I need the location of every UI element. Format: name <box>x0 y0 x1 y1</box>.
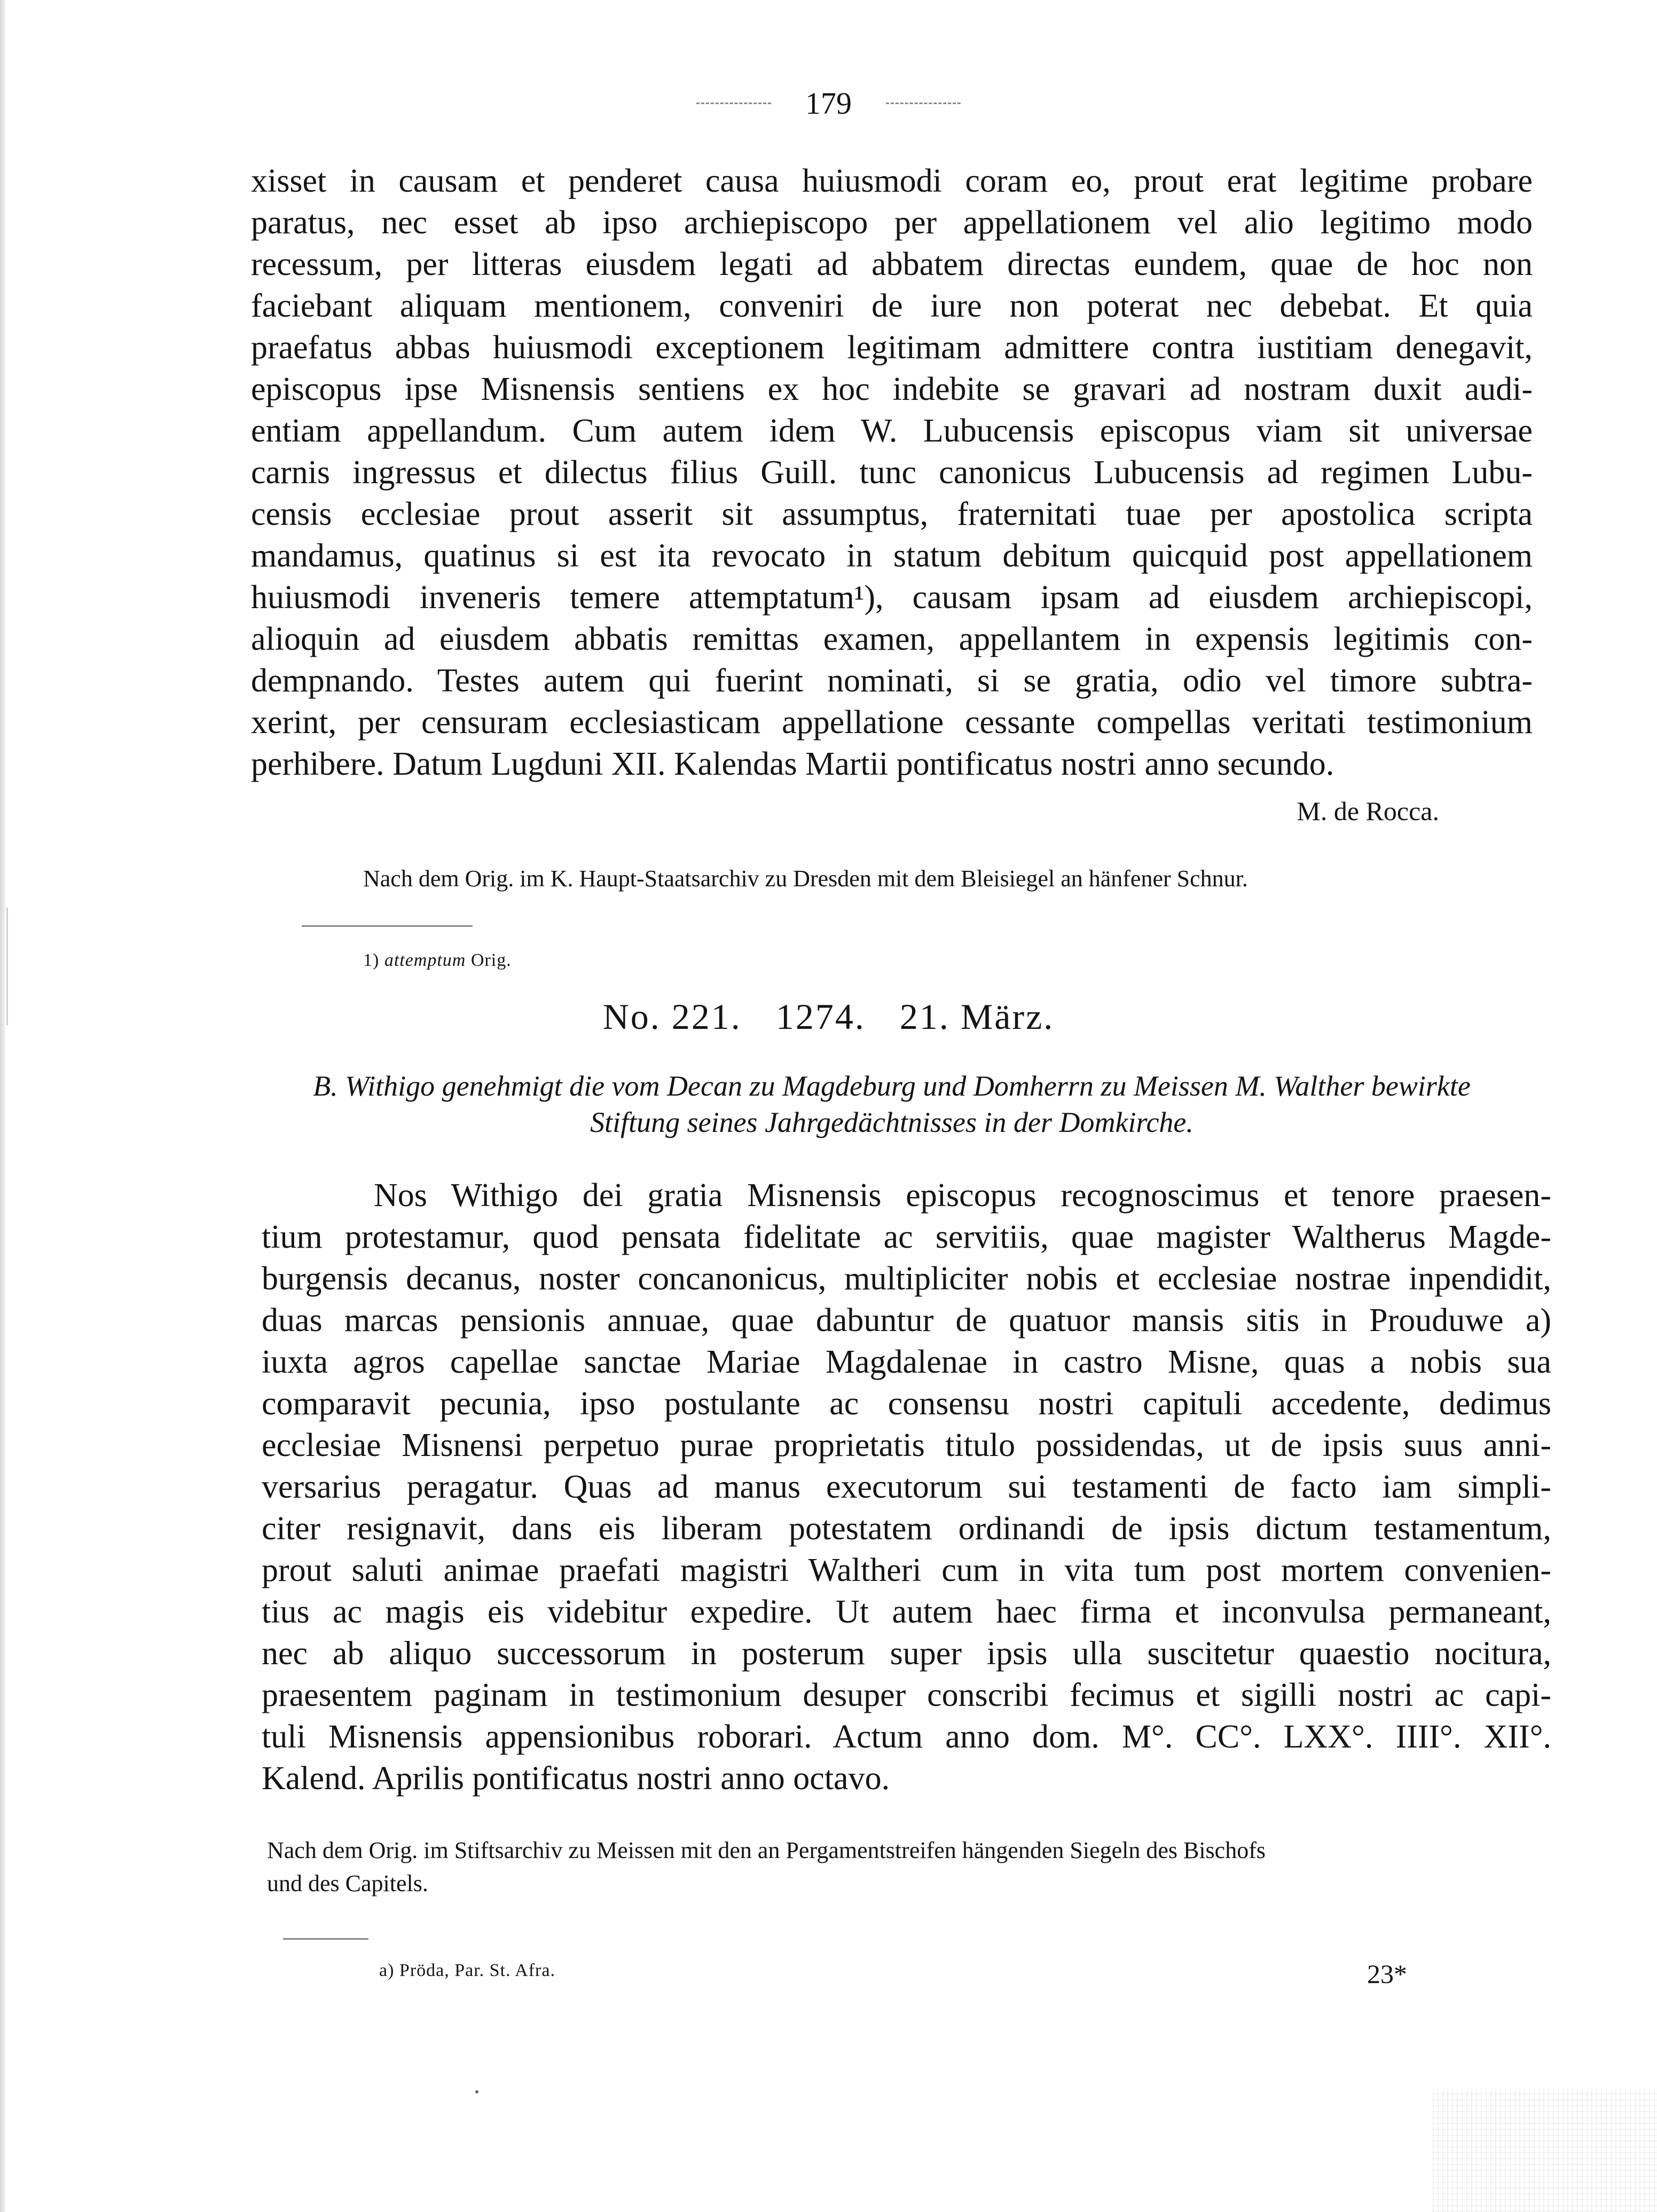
text-line: Kalend. Aprilis pontificatus nostri anno octavo. <box>262 1760 890 1797</box>
text-line: paratus, nec esset ab ipso archiepiscopo per appellationem vel alio legitimo modo <box>251 204 1533 241</box>
text-line: alioquin ad eiusdem abbatis remittas examen, appellantem in expensis legitimis con- <box>251 621 1533 657</box>
charter-date: 21. März. <box>899 996 1055 1037</box>
text-line: recessum, per litteras eiusdem legati ad abbatem directas eundem, quae de hoc non <box>251 246 1533 282</box>
text-line: iuxta agros capellae sanctae Mariae Magdalenae in castro Misne, quas a nobis sua <box>262 1344 1551 1380</box>
text-line: xisset in causam et penderet causa huiusmodi coram eo, prout erat legitime probare <box>251 163 1533 199</box>
text-line: mandamus, quatinus si est ita revocato in statum debitum quicquid post appellationem <box>251 538 1533 574</box>
text-line: Nos Withigo dei gratia Misnensis episcopus recognoscimus et tenore praesen- <box>374 1177 1551 1214</box>
text-line: prout saluti animae praefati magistri Waltheri cum in vita tum post mortem convenien- <box>262 1552 1551 1588</box>
source-note <box>267 1834 1533 1900</box>
text-line: huiusmodi inveneris temere attemptatum¹), causam ipsam ad eiusdem archiepiscopi, <box>251 579 1533 616</box>
text-line: tuli Misnensis appensionibus roborari. Actum anno dom. M°. CC°. LXX°. IIII°. XII°. <box>262 1719 1551 1755</box>
footnote-rule <box>283 1938 368 1940</box>
text-line: nec ab aliquo successorum in posterum super ipsis ulla suscitetur quaestio nocitura, <box>262 1635 1551 1672</box>
text-line: ecclesiae Misnensi perpetuo purae proprietatis titulo possidendas, ut de ipsis suus anni- <box>262 1427 1551 1463</box>
text-line: censis ecclesiae prout asserit sit assumptus, fraternitati tuae per apostolica scripta <box>251 496 1533 532</box>
footnote <box>363 950 512 971</box>
text-line: praesentem paginam in testimonium desuper conscribi fecimus et sigilli nostri ac capi- <box>262 1677 1551 1713</box>
charter-number: No. 221. <box>602 996 742 1037</box>
source-note: Nach dem Orig. im K. Haupt-Staatsarchiv zu Dresden mit dem Bleisiegel an hänfener Schnur. <box>363 865 1248 892</box>
text-line: tius ac magis eis videbitur expedire. Ut autem haec firma et inconvulsa permaneant, <box>262 1594 1551 1630</box>
text-line: entiam appellandum. Cum autem idem W. Lubucensis episcopus viam sit universae <box>251 413 1533 449</box>
charter-summary <box>251 1068 1533 1140</box>
document-signature: M. de Rocca. <box>1297 796 1439 826</box>
text-line: citer resignavit, dans eis liberam potestatem ordinandi de ipsis dictum testamentum, <box>262 1510 1551 1547</box>
charter-year: 1274. <box>775 996 866 1037</box>
source-note-line: Nach dem Orig. im Stiftsarchiv zu Meissen mit den an Pergamentstreifen hängenden Siegeln des Bischofs <box>267 1837 1266 1863</box>
page-header <box>0 85 1657 121</box>
text-line: comparavit pecunia, ipso postulante ac consensu nostri capituli accedente, dedimus <box>262 1386 1551 1422</box>
header-rule-left <box>696 103 771 104</box>
source-note-line: und des Capitels. <box>267 1870 428 1896</box>
text-line: burgensis decanus, noster concanonicus, multipliciter nobis et ecclesiae nostrae inpendidit, <box>262 1261 1551 1297</box>
text-line: dempnando. Testes autem qui fuerint nominati, si se gratia, odio vel timore subtra- <box>251 663 1533 699</box>
charter-heading <box>0 996 1657 1038</box>
scan-dust <box>475 2090 478 2093</box>
text-line: episcopus ipse Misnensis sentiens ex hoc indebite se gravari ad nostram duxit audi- <box>251 371 1533 407</box>
scan-noise <box>1433 2089 1657 2212</box>
summary-line: Stiftung seines Jahrgedächtnisses in der Domkirche. <box>590 1106 1193 1138</box>
text-line: tium protestamur, quod pensata fidelitate ac servitiis, quae magister Waltherus Magde- <box>262 1219 1551 1255</box>
text-line: faciebant aliquam mentionem, conveniri de iure non poterat nec debebat. Et quia <box>251 288 1533 324</box>
continuation-text <box>251 160 1533 785</box>
text-line: versarius peragatur. Quas ad manus executorum sui testamenti de facto iam simpli- <box>262 1469 1551 1505</box>
scan-page-edge <box>0 0 5 2212</box>
header-rule-right <box>886 103 961 104</box>
page-number: 179 <box>805 86 852 121</box>
footnote-rule <box>302 925 473 927</box>
text-line: praefatus abbas huiusmodi exceptionem legitimam admittere contra iustitiam denegavit, <box>251 329 1533 366</box>
text-line: carnis ingressus et dilectus filius Guill. tunc canonicus Lubucensis ad regimen Lubu- <box>251 454 1533 491</box>
text-line: xerint, per censuram ecclesiasticam appellatione cessante compellas veritati testimonium <box>251 704 1533 741</box>
footnote-marker: 1) <box>363 950 380 970</box>
footnote-text: Orig. <box>470 950 512 970</box>
summary-line: B. Withigo genehmigt die vom Decan zu Magdeburg und Domherrn zu Meissen M. Walther bewirkte <box>313 1070 1471 1102</box>
text-line: perhibere. Datum Lugduni XII. Kalendas Martii pontificatus nostri anno secundo. <box>251 746 1334 782</box>
sheet-signature-mark: 23* <box>1367 1959 1407 1989</box>
footnote-term: attemptum <box>384 950 466 970</box>
text-line: duas marcas pensionis annuae, quae dabuntur de quatuor mansis sitis in Prouduwe a) <box>262 1302 1551 1339</box>
charter-body <box>262 1175 1551 1799</box>
footnote: a) Pröda, Par. St. Afra. <box>379 1961 555 1980</box>
